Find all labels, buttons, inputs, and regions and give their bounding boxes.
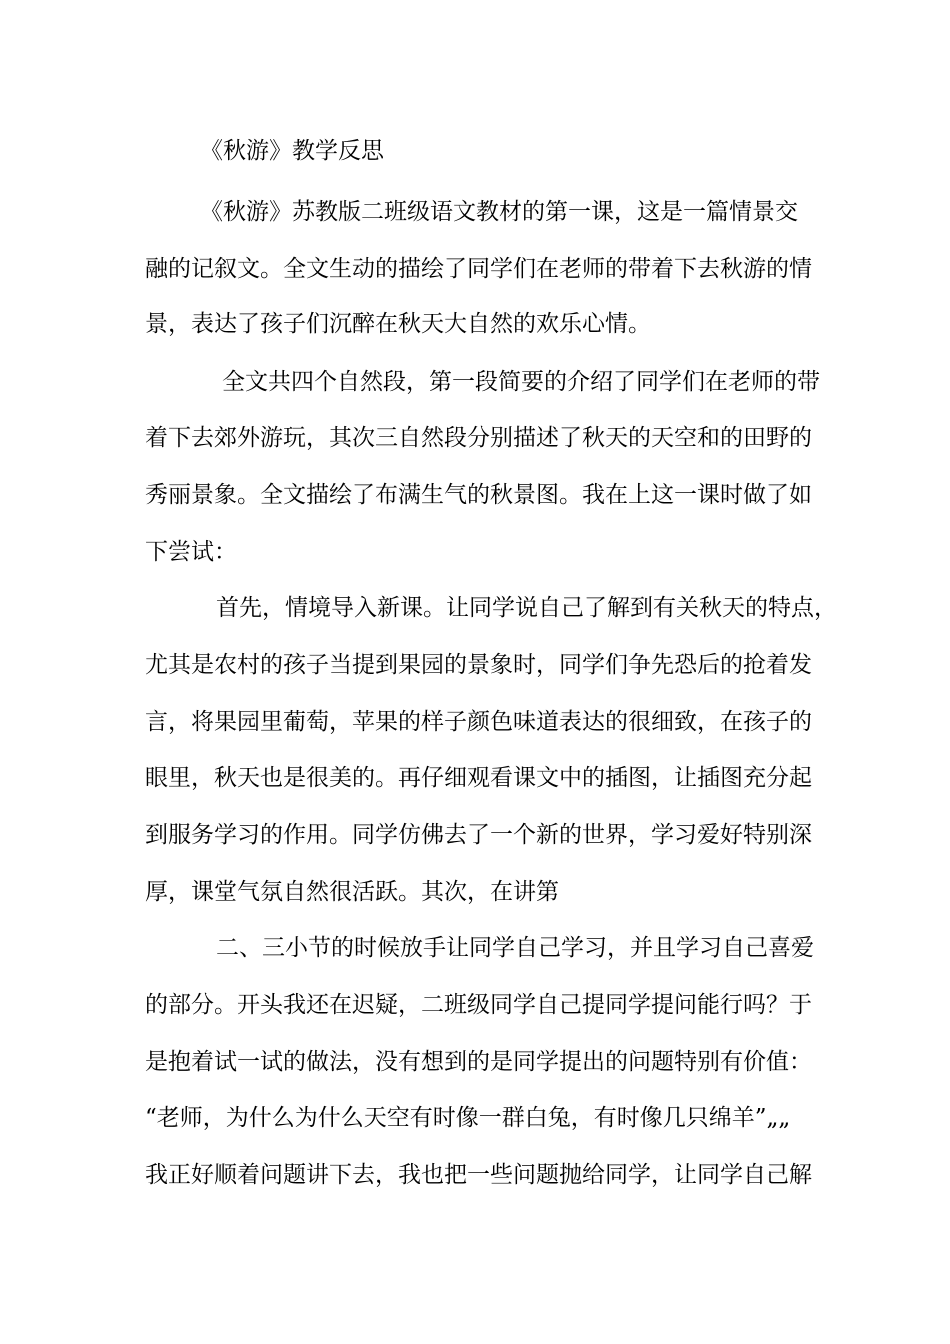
- paragraph-line: 下尝试：: [145, 539, 237, 565]
- paragraph-line: 我正好顺着问题讲下去，我也把一些问题抛给同学，让同学自己解: [145, 1162, 812, 1188]
- paragraph-line: “老师，为什么为什么天空有时像一群白兔，有时像几只绵羊”„„: [145, 1105, 791, 1131]
- paragraph-line: 眼里，秋天也是很美的。再仔细观看课文中的插图，让插图充分起: [145, 765, 812, 791]
- paragraph-line: 尤其是农村的孩子当提到果园的景象时，同学们争先恐后的抢着发: [145, 652, 812, 678]
- paragraph-line: 融的记叙文。全文生动的描绘了同学们在老师的带着下去秋游的情: [145, 256, 812, 282]
- paragraph-line: 秀丽景象。全文描绘了布满生气的秋景图。我在上这一课时做了如: [145, 482, 812, 508]
- paragraph-line: 的部分。开头我还在迟疑，二班级同学自己提同学提问能行吗？于: [145, 992, 812, 1018]
- paragraph-line: 言，将果园里葡萄，苹果的样子颜色味道表达的很细致，在孩子的: [145, 709, 812, 735]
- paragraph-line: 《秋游》苏教版二班级语文教材的第一课，这是一篇情景交: [200, 199, 798, 225]
- paragraph-line: 景，表达了孩子们沉醉在秋天大自然的欢乐心情。: [145, 311, 651, 337]
- paragraph-line: 是抱着试一试的做法，没有想到的是同学提出的问题特别有价值：: [145, 1049, 812, 1075]
- paragraph-line: 到服务学习的作用。同学仿佛去了一个新的世界，学习爱好特别深: [145, 822, 812, 848]
- paragraph-line: 全文共四个自然段，第一段简要的介绍了同学们在老师的带: [222, 369, 820, 395]
- paragraph-line: 首先，情境导入新课。让同学说自己了解到有关秋天的特点，: [216, 595, 837, 621]
- paragraph-line: 厚，课堂气氛自然很活跃。其次，在讲第: [145, 879, 559, 905]
- page-title: 《秋游》教学反思: [200, 138, 384, 164]
- paragraph-line: 着下去郊外游玩，其次三自然段分别描述了秋天的天空和的田野的: [145, 425, 812, 451]
- paragraph-line: 二、三小节的时候放手让同学自己学习，并且学习自己喜爱: [216, 935, 814, 961]
